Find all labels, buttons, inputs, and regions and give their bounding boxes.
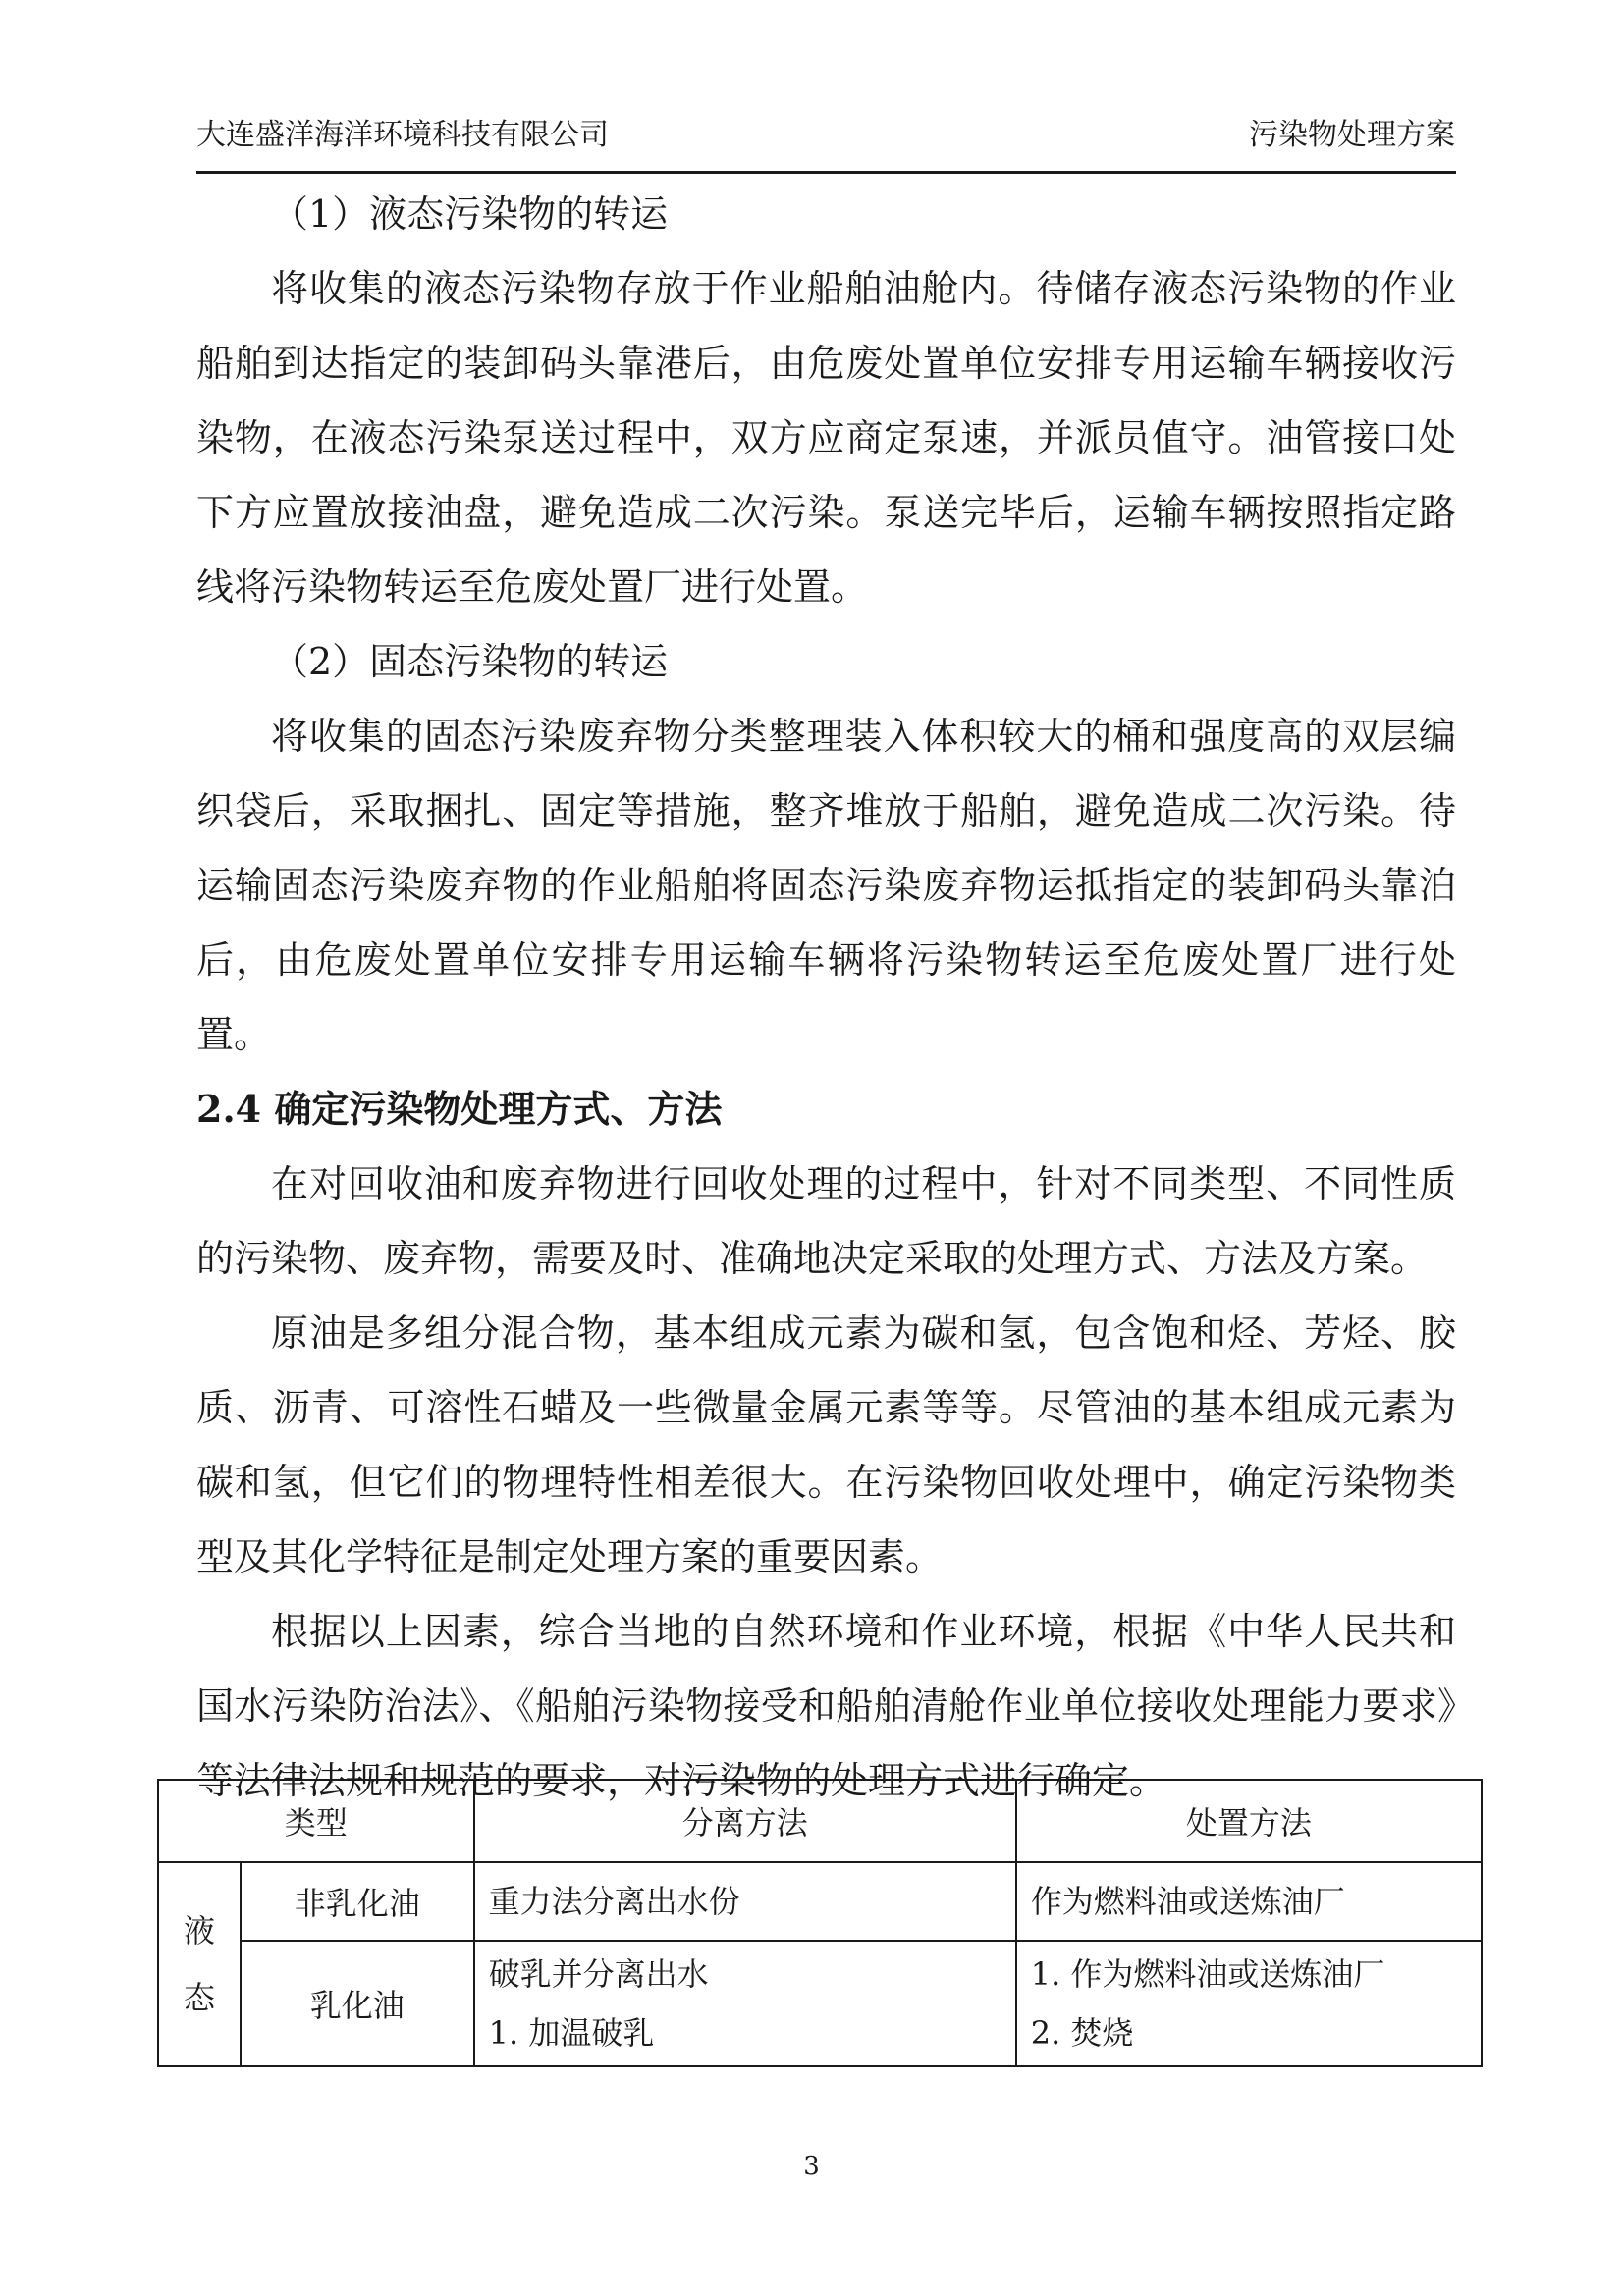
solid-transfer-paragraph: 将收集的固态污染废弃物分类整理装入体积较大的桶和强度高的双层编织袋后，采取捆扎、固定等措施，整齐堆放于船舶，避免造成二次污染。待运输固态污染废弃物的作业船舶将固态污染废弃物运抵指定的装卸码头靠泊后，由危废处置单位安排专用运输车辆将污染物转运至危废处置厂进行处置。 [196,715,1456,1056]
separation-line: 重力法分离出水份 [488,1883,740,1920]
disposal-line: 2. 焚烧 [1030,2014,1134,2052]
header-type: 类型 [158,1780,474,1862]
row-disposal [1016,1941,1482,2066]
document-title: 污染物处理方案 [1249,118,1455,152]
paragraph-2: 原油是多组分混合物，基本组成元素为碳和氢，包含饱和烃、芳烃、胶质、沥青、可溶性石蜡及一些微量金属元素等等。尽管油的基本组成元素为碳和氢，但它们的物理特性相差很大。在污染物回收处理中，确定污染物类型及其化学特征是制定处理方案的重要因素。 [196,1311,1456,1578]
company-name: 大连盛洋海洋环境科技有限公司 [196,118,609,152]
table-row [158,1941,1482,2066]
disposal-line: 作为燃料油或送炼油厂 [1030,1883,1345,1920]
header-divider [196,171,1456,174]
group-label-line-1: 液 [183,1912,215,1949]
section-heading: 2.4 确定污染物处理方式、方法 [196,1087,723,1131]
row-type: 非乳化油 [241,1862,474,1941]
document-body [196,177,1456,1818]
page-header [196,110,1455,155]
solid-transfer-heading: （2）固态污染物的转运 [271,640,669,683]
row-separation [474,1941,1016,2066]
paragraph-3: 根据以上因素，综合当地的自然环境和作业环境，根据《中华人民共和国水污染防治法》、《船舶污染物接受和船舶清舱作业单位接收处理能力要求》等法律法规和规范的要求，对污染物的处理方式进行确定。 [196,1610,1456,1802]
group-label-cell [158,1862,241,2066]
page-number: 3 [803,2152,820,2181]
row-disposal [1016,1862,1482,1941]
table-header-row [158,1780,1482,1862]
separation-line: 破乳并分离出水 [488,1955,709,1993]
treatment-table [157,1779,1483,2067]
header-separation: 分离方法 [474,1780,1016,1862]
paragraph-1: 在对回收油和废弃物进行回收处理的过程中，针对不同类型、不同性质的污染物、废弃物，需要及时、准确地决定采取的处理方式、方法及方案。 [196,1162,1456,1280]
liquid-transfer-paragraph: 将收集的液态污染物存放于作业船舶油舱内。待储存液态污染物的作业船舶到达指定的装卸码头靠港后，由危废处置单位安排专用运输车辆接收污染物，在液态污染泵送过程中，双方应商定泵速，并派员值守。油管接口处下方应置放接油盘，避免造成二次污染。泵送完毕后，运输车辆按照指定路线将污染物转运至危废处置厂进行处置。 [196,267,1456,609]
table-row [158,1862,1482,1941]
separation-line: 1. 加温破乳 [488,2014,655,2052]
header-disposal: 处置方法 [1016,1780,1482,1862]
disposal-line: 1. 作为燃料油或送炼油厂 [1030,1955,1385,1993]
row-separation [474,1862,1016,1941]
liquid-transfer-heading: （1）液态污染物的转运 [271,192,669,236]
row-type: 乳化油 [241,1941,474,2066]
group-label-line-2: 态 [183,1979,215,2016]
